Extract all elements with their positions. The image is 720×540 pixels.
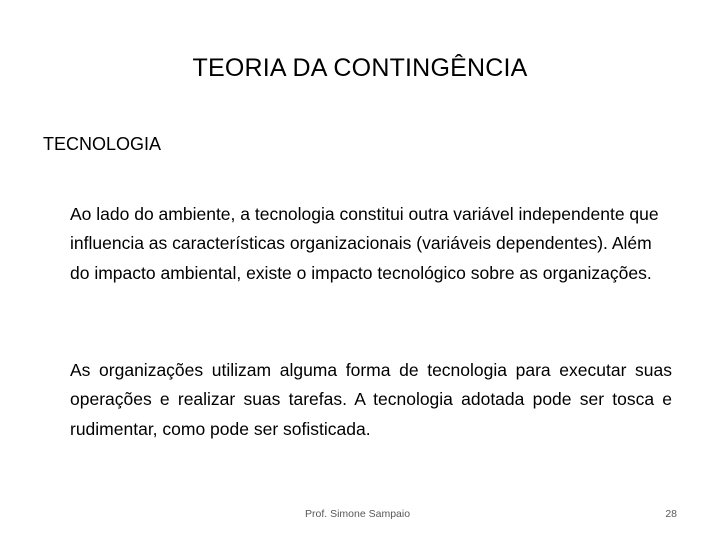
section-heading: TECNOLOGIA xyxy=(43,134,162,154)
footer-author: Prof. Simone Sampaio xyxy=(305,508,411,520)
paragraph-organizations-technology: As organizações utilizam alguma forma de tecnologia para executar suas operações e realizar suas tarefas. A tecnologia adotada pode ser tosca e rudimentar, como pode ser sofisticada. xyxy=(70,360,672,439)
paragraph-technology-variable: Ao lado do ambiente, a tecnologia constitui outra variável independente que influencia as características organizacionais (variáveis dependentes). Além do impacto ambiental, existe o impacto tecnológico sobre as organizações. xyxy=(70,204,659,283)
page-number: 28 xyxy=(665,508,677,520)
slide-title: TEORIA DA CONTINGÊNCIA xyxy=(192,54,528,82)
